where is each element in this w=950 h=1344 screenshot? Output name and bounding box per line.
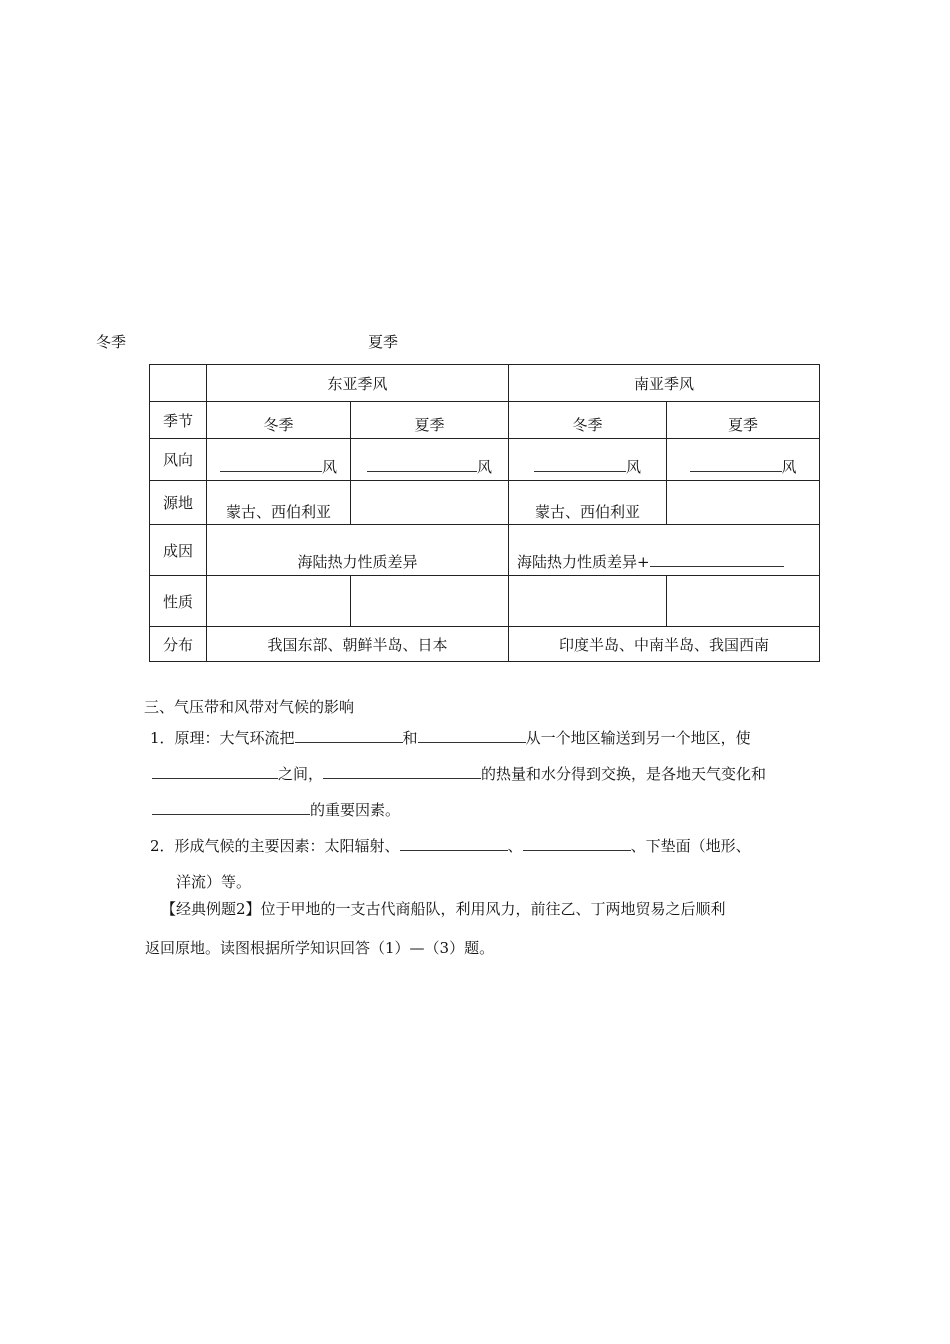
distribution-ea: 我国东部、朝鲜半岛、日本 (207, 627, 509, 662)
season-ea-winter-cell (207, 402, 351, 439)
row-label-source: 源地 (150, 481, 207, 525)
season-sa-summer: 夏季 (728, 415, 759, 434)
season-ea-summer: 夏季 (414, 415, 445, 434)
blank-item1-1 (295, 728, 403, 743)
source-sa-winter-cell (509, 481, 667, 525)
source-ea-summer-empty (351, 481, 509, 525)
blank-item1-5 (152, 800, 310, 815)
cause-ea: 海陆热力性质差异 (297, 552, 418, 571)
item1-line1 (150, 727, 751, 748)
cause-ea-cell (207, 525, 509, 576)
row-label-wind-direction: 风向 (150, 439, 207, 481)
season-sa-winter-cell (509, 402, 667, 439)
section3-heading: 三、气压带和风带对气候的影响 (144, 698, 355, 716)
wind-suffix: 风 (781, 458, 797, 476)
monsoon-table (149, 364, 820, 662)
cause-sa: 海陆热力性质差异+ (517, 552, 650, 571)
header-south-asia-monsoon: 南亚季风 (509, 365, 820, 402)
item1-text-d: 之间， (278, 765, 324, 783)
row-label-cause: 成因 (150, 525, 207, 576)
table-row-source (150, 481, 820, 525)
source-sa-summer-empty (667, 481, 820, 525)
blank-item2-2 (523, 836, 631, 851)
item1-text-a: 1．原理：大气环流把 (150, 729, 295, 747)
nature-sa-summer-empty (667, 576, 820, 627)
table-row-cause (150, 525, 820, 576)
blank-ea-winter-wind (220, 457, 322, 472)
item2-line1 (150, 835, 751, 856)
season-ea-winter: 冬季 (263, 415, 294, 434)
table-row-season (150, 402, 820, 439)
item2-text-c: 、下垫面（地形、 (630, 837, 751, 855)
wind-suffix: 风 (477, 458, 493, 476)
nature-sa-winter-empty (509, 576, 667, 627)
nature-ea-summer-empty (351, 576, 509, 627)
blank-sa-summer-wind (690, 457, 782, 472)
cause-sa-cell (509, 525, 820, 576)
item1-text-c: 从一个地区输送到另一个地区，使 (525, 729, 751, 747)
item2-text-b: 、 (507, 837, 523, 855)
wind-sa-summer-cell (667, 439, 820, 481)
example-line1: 【经典例题2】位于甲地的一支古代商船队，利用风力，前往乙、丁两地贸易之后顺利 (161, 900, 726, 918)
item1-text-b: 和 (402, 729, 418, 747)
header-east-asia-monsoon: 东亚季风 (207, 365, 509, 402)
blank-ea-summer-wind (367, 457, 477, 472)
wind-ea-winter-cell (207, 439, 351, 481)
nature-ea-winter-empty (207, 576, 351, 627)
example-line2: 返回原地。读图根据所学知识回答（1）—（3）题。 (145, 939, 495, 957)
row-label-season: 季节 (150, 402, 207, 439)
source-sa-winter: 蒙古、西伯利亚 (535, 503, 641, 521)
blank-item1-3 (152, 764, 278, 779)
item1-line3 (152, 799, 400, 820)
blank-item1-2 (418, 728, 526, 743)
item2-line2: 洋流）等。 (176, 873, 252, 891)
wind-sa-winter-cell (509, 439, 667, 481)
season-sa-summer-cell (667, 402, 820, 439)
item1-line2 (152, 763, 766, 784)
source-ea-winter: 蒙古、西伯利亚 (225, 503, 331, 521)
table-row-distribution (150, 627, 820, 662)
table-row-wind-direction (150, 439, 820, 481)
item1-text-e: 的热量和水分得到交换，是各地天气变化和 (481, 765, 767, 783)
blank-item2-1 (400, 836, 508, 851)
caption-winter: 冬季 (96, 333, 127, 351)
caption-summer: 夏季 (368, 333, 399, 351)
blank-cause-sa (650, 552, 784, 567)
blank-sa-winter-wind (534, 457, 626, 472)
wind-ea-summer-cell (351, 439, 509, 481)
season-sa-winter: 冬季 (572, 415, 603, 434)
season-ea-summer-cell (351, 402, 509, 439)
wind-suffix: 风 (321, 458, 337, 476)
table-row-header (150, 365, 820, 402)
row-label-nature: 性质 (150, 576, 207, 627)
table-row-nature (150, 576, 820, 627)
wind-suffix: 风 (626, 458, 642, 476)
distribution-sa: 印度半岛、中南半岛、我国西南 (509, 627, 820, 662)
item2-text-a: 2．形成气候的主要因素：太阳辐射、 (150, 837, 400, 855)
source-ea-winter-cell (207, 481, 351, 525)
item1-text-f: 的重要因素。 (310, 801, 401, 819)
row-label-distribution: 分布 (150, 627, 207, 662)
blank-item1-4 (323, 764, 481, 779)
corner-cell (150, 365, 207, 402)
